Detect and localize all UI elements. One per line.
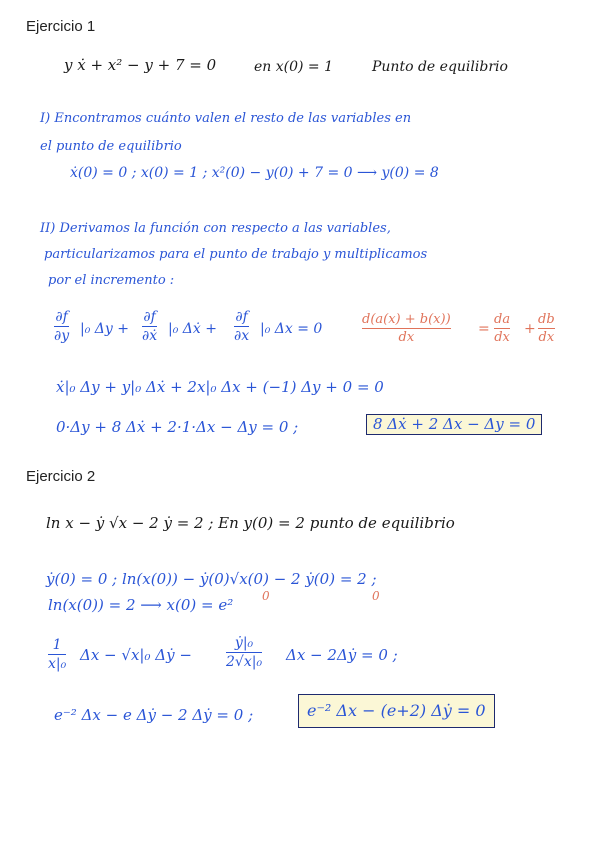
ex1-step1-title-cont: el punto de equilibrio <box>40 139 182 154</box>
ex2-linearized-end: Δx − 2Δẏ = 0 ; <box>286 646 398 664</box>
partial-f-xdot: $\frac{\partial f}{\text{∂ẋ}}$ <box>142 309 158 344</box>
ex2-result-box: e⁻² Δx − (e+2) Δẏ = 0 <box>298 694 495 728</box>
ex2-x0-line: ln(x(0)) = 2 ⟶ x(0) = e² <box>48 596 234 614</box>
ex1-equation: y ẋ + x² − y + 7 = 0 <box>64 56 217 74</box>
ex1-step1-line: ẋ(0) = 0 ; x(0) = 1 ; x²(0) − y(0) + 7 = 0 ⟶ y(0) = 8 <box>70 165 439 181</box>
zero-annotation-2: 0 <box>372 589 380 603</box>
partial-f-y: $\frac{\partial f}{\partial y}$ <box>54 309 70 344</box>
partial-f-xdot-eval: |₀ Δẋ + <box>168 321 217 337</box>
ex2-simplified-line: e⁻² Δx − e Δẏ − 2 Δẏ = 0 ; <box>54 706 254 724</box>
exercise-1-heading: Ejercicio 1 <box>26 18 96 35</box>
exercise-2-heading: Ejercicio 2 <box>26 468 96 485</box>
ex1-step1-title: I) Encontramos cuánto valen el resto de las variables en <box>40 111 412 126</box>
zero-annotation-1: 0 <box>262 589 270 603</box>
ex1-result-box: 8 Δẋ + 2 Δx − Δy = 0 <box>366 414 542 435</box>
sum-rule-lhs: $\frac{d(a(x) + b(x))}{dx}$ <box>362 312 451 345</box>
partial-f-x-eval: |₀ Δx = 0 <box>260 321 323 337</box>
sum-rule-da: $\frac{da}{dx}$ <box>494 312 511 345</box>
ex1-evaluated-line: ẋ|₀ Δy + y|₀ Δẋ + 2x|₀ Δx + (−1) Δy + 0 = 0 <box>56 378 384 396</box>
ex1-step2-title-cont: particularizamos para el punto de trabajo y multiplicamos <box>44 247 428 262</box>
ex1-step2-title: II) Derivamos la función con respecto a las variables, <box>40 221 391 236</box>
ex1-substituted-line: 0·Δy + 8 Δẋ + 2·1·Δx − Δy = 0 ; <box>56 418 299 436</box>
ex2-frac-ydot-over-sqrt: $\frac{\text{ẏ|₀}}{\text{2√x|₀}}$ <box>226 635 263 670</box>
ex2-frac-1-over-x: $\frac{1}{\text{x|₀}}$ <box>48 637 67 672</box>
ex1-condition: en x(0) = 1 <box>254 59 334 75</box>
partial-f-y-eval: |₀ Δy + <box>80 321 129 337</box>
sum-rule-plus: + <box>524 321 536 337</box>
sum-rule-equals: = <box>478 321 490 337</box>
ex2-linearized-middle: Δx − √x|₀ Δẏ − <box>80 646 192 664</box>
ex2-equilibrium-line: ẏ(0) = 0 ; ln(x(0)) − ẏ(0)√x(0) − 2 ẏ(0) = 2 ; <box>46 570 377 588</box>
partial-f-x: $\frac{\partial f}{\partial x}$ <box>234 309 250 344</box>
ex2-equation: ln x − ẏ √x − 2 ẏ = 2 ; En y(0) = 2 punto de equilibrio <box>46 514 455 532</box>
ex1-condition-note: Punto de equilibrio <box>372 59 508 75</box>
ex1-step2-title-cont2: por el incremento : <box>48 273 175 288</box>
sum-rule-db: $\frac{db}{dx}$ <box>538 312 555 345</box>
